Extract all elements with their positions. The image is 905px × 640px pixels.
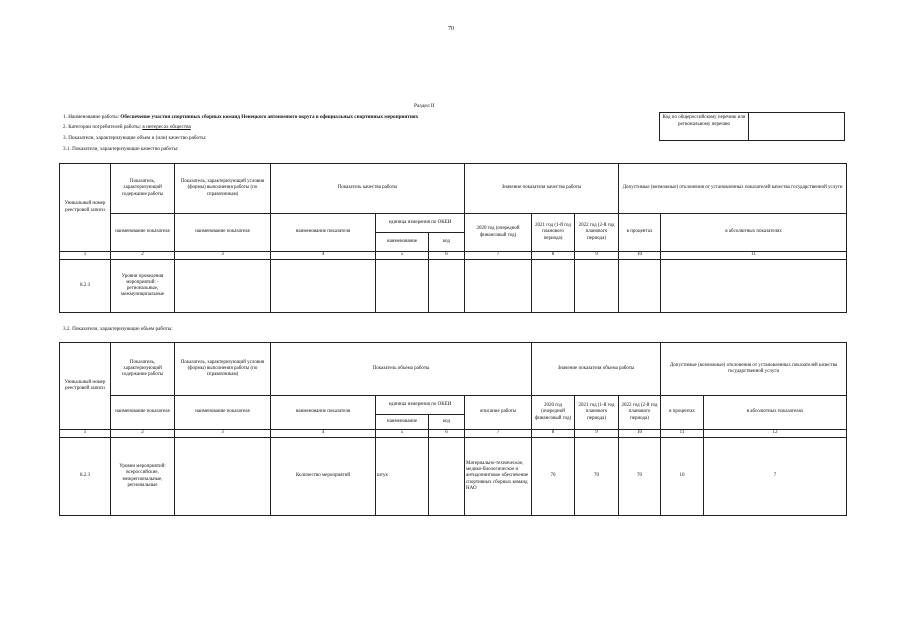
t2-okei-code-header: код — [429, 415, 465, 430]
t1-empty-cell — [465, 260, 532, 313]
quality-indicators-line: 3.1. Показатели, характеризующие качество работы: — [63, 146, 179, 152]
code-box — [659, 112, 845, 141]
t2-deviations-header: Допустимые (возможные) отклонения от установленных показателей качества государственной услуги — [661, 343, 847, 396]
t1-empty-cell — [619, 260, 661, 313]
t2-row-absolute: 7 — [704, 438, 847, 516]
t1-empty-cell — [532, 260, 575, 313]
t2-name-indicator-3: наименование показателя — [271, 396, 376, 430]
t1-okei-name-header: наименование — [376, 233, 429, 252]
t2-row-2021: 70 — [575, 438, 619, 516]
t2-absolute-header: в абсолютных показателях — [704, 396, 847, 430]
t2-col-number: 10 — [619, 430, 661, 438]
t1-content-header: Показатель, характеризующий содержание работы — [111, 164, 175, 214]
t2-volume-values-header: Значение показателя объема работы — [532, 343, 661, 396]
t2-row-2020: 70 — [532, 438, 575, 516]
t1-empty-cell — [271, 260, 376, 313]
t1-year2020-header: 2020 год (очередной финансовый год) — [465, 214, 532, 252]
t2-content-header: Показатель, характеризующий содержание работы — [111, 343, 175, 396]
t2-col-number: 6 — [429, 430, 465, 438]
t1-number-row — [60, 252, 847, 260]
t2-row-content: Уровни мероприятий: всероссийские, межрегиональные, региональные — [111, 438, 175, 516]
t2-year2022-header: 2022 год (2-й год планового периода) — [619, 396, 661, 430]
consumer-category-line — [63, 124, 191, 130]
work-name-value: Обеспечение участия спортивных сборных команд Ненецкого автономного округа в официальных спортивных мероприятиях — [120, 114, 419, 120]
t1-okei-code-header: код — [429, 233, 465, 252]
t1-col-number: 5 — [376, 252, 429, 260]
t2-year2021-header: 2021 год (1-й год планового периода) — [575, 396, 619, 430]
t1-year2021-header: 2021 год (1-й год планового периода) — [532, 214, 575, 252]
t2-col-number: 2 — [111, 430, 175, 438]
t2-volume-header: Показатель объема работы — [271, 343, 532, 396]
t1-empty-cell — [376, 260, 429, 313]
t1-data-row — [60, 260, 847, 313]
indicators-line: 3. Показатели, характеризующие объем и (или) качество работы: — [63, 135, 207, 141]
t1-row-content: Уровни проведения мероприятий: - региональные, межмуниципальные — [111, 260, 175, 313]
t2-col-number: 7 — [465, 430, 532, 438]
code-box-label: Код по общероссийскому перечню или региональному перечню — [660, 113, 749, 140]
t2-row-indicator: Количество мероприятий — [271, 438, 376, 516]
t1-col-number: 11 — [661, 252, 847, 260]
volume-indicators-line: 3.2. Показатели, характеризующие объем работы: — [63, 326, 173, 332]
t1-deviations-header: Допустимые (возможные) отклонения от установленных показателей качества государственной услуги — [619, 164, 847, 214]
t1-year2022-header: 2022 год (2-й год планового периода) — [575, 214, 619, 252]
t1-quality-values-header: Значение показателя качества работы — [465, 164, 619, 214]
t2-conditions-header: Показатель, характеризующий условия (формы) выполнения работы (по справочникам) — [175, 343, 271, 396]
t2-okei-header: единица измерения по ОКЕИ — [376, 396, 465, 415]
t2-empty-cell — [429, 438, 465, 516]
t1-col-number: 1 — [60, 252, 111, 260]
t2-row-unit: штук — [376, 438, 429, 516]
t2-name-indicator-1: наименование показателя — [111, 396, 175, 430]
work-name-line — [63, 114, 418, 120]
t1-empty-cell — [661, 260, 847, 313]
t1-col-number: 9 — [575, 252, 619, 260]
t2-row-code: 8.2.3 — [60, 438, 111, 516]
t1-col-number: 7 — [465, 252, 532, 260]
t2-col-number: 4 — [271, 430, 376, 438]
t1-col-number: 10 — [619, 252, 661, 260]
t2-row-2022: 70 — [619, 438, 661, 516]
work-name-prefix: 1. Наименование работы: — [63, 114, 120, 120]
page-number: 70 — [448, 26, 454, 32]
t2-okei-name-header: наименование — [376, 415, 429, 430]
volume-table — [59, 342, 847, 516]
consumer-category-value: в интересах общества — [142, 124, 191, 130]
t2-col-number: 1 — [60, 430, 111, 438]
code-box-value — [749, 113, 844, 140]
t2-col-number: 5 — [376, 430, 429, 438]
t2-percent-header: в процентах — [661, 396, 704, 430]
t2-col-number: 11 — [661, 430, 704, 438]
t2-number-row — [60, 430, 847, 438]
t2-year2020-header: 2020 год (очередной финансовый год) — [532, 396, 575, 430]
t1-col-number: 2 — [111, 252, 175, 260]
t2-row-description: Материально-техническое, медико-биологическое и антидопинговое обеспечение спортивных сборных команд НАО — [465, 438, 532, 516]
t1-empty-cell — [175, 260, 271, 313]
t1-col-number: 4 — [271, 252, 376, 260]
t1-okei-header: единица измерения по ОКЕИ — [376, 214, 465, 233]
quality-table — [59, 163, 847, 313]
t1-quality-header: Показатель качества работы — [271, 164, 465, 214]
t2-unique-number-header: Уникальный номер реестровой записи — [60, 343, 111, 430]
t2-col-number: 12 — [704, 430, 847, 438]
t2-description-header: описание работы — [465, 396, 532, 430]
t2-col-number: 9 — [575, 430, 619, 438]
t1-empty-cell — [429, 260, 465, 313]
t1-unique-number-header: Уникальный номер реестровой записи — [60, 164, 111, 252]
t1-name-indicator-1: наименование показателя — [111, 214, 175, 252]
t2-col-number: 8 — [532, 430, 575, 438]
t2-row-percent: 10 — [661, 438, 704, 516]
t1-col-number: 8 — [532, 252, 575, 260]
t1-absolute-header: в абсолютных показателях — [661, 214, 847, 252]
t1-col-number: 3 — [175, 252, 271, 260]
t1-conditions-header: Показатель, характеризующий условия (формы) выполнения работы (по справочникам) — [175, 164, 271, 214]
t1-col-number: 6 — [429, 252, 465, 260]
t1-name-indicator-3: наименование показателя — [271, 214, 376, 252]
t2-name-indicator-2: наименование показателя — [175, 396, 271, 430]
t1-row-code: 8.2.3 — [60, 260, 111, 313]
t2-empty-cell — [175, 438, 271, 516]
t1-empty-cell — [575, 260, 619, 313]
t1-name-indicator-2: наименование показателя — [175, 214, 271, 252]
t1-percent-header: в процентах — [619, 214, 661, 252]
t2-col-number: 3 — [175, 430, 271, 438]
section-title: Раздел II — [414, 103, 435, 109]
consumer-category-prefix: 2. Категории потребителей работы: — [63, 124, 142, 130]
t2-data-row — [60, 438, 847, 516]
